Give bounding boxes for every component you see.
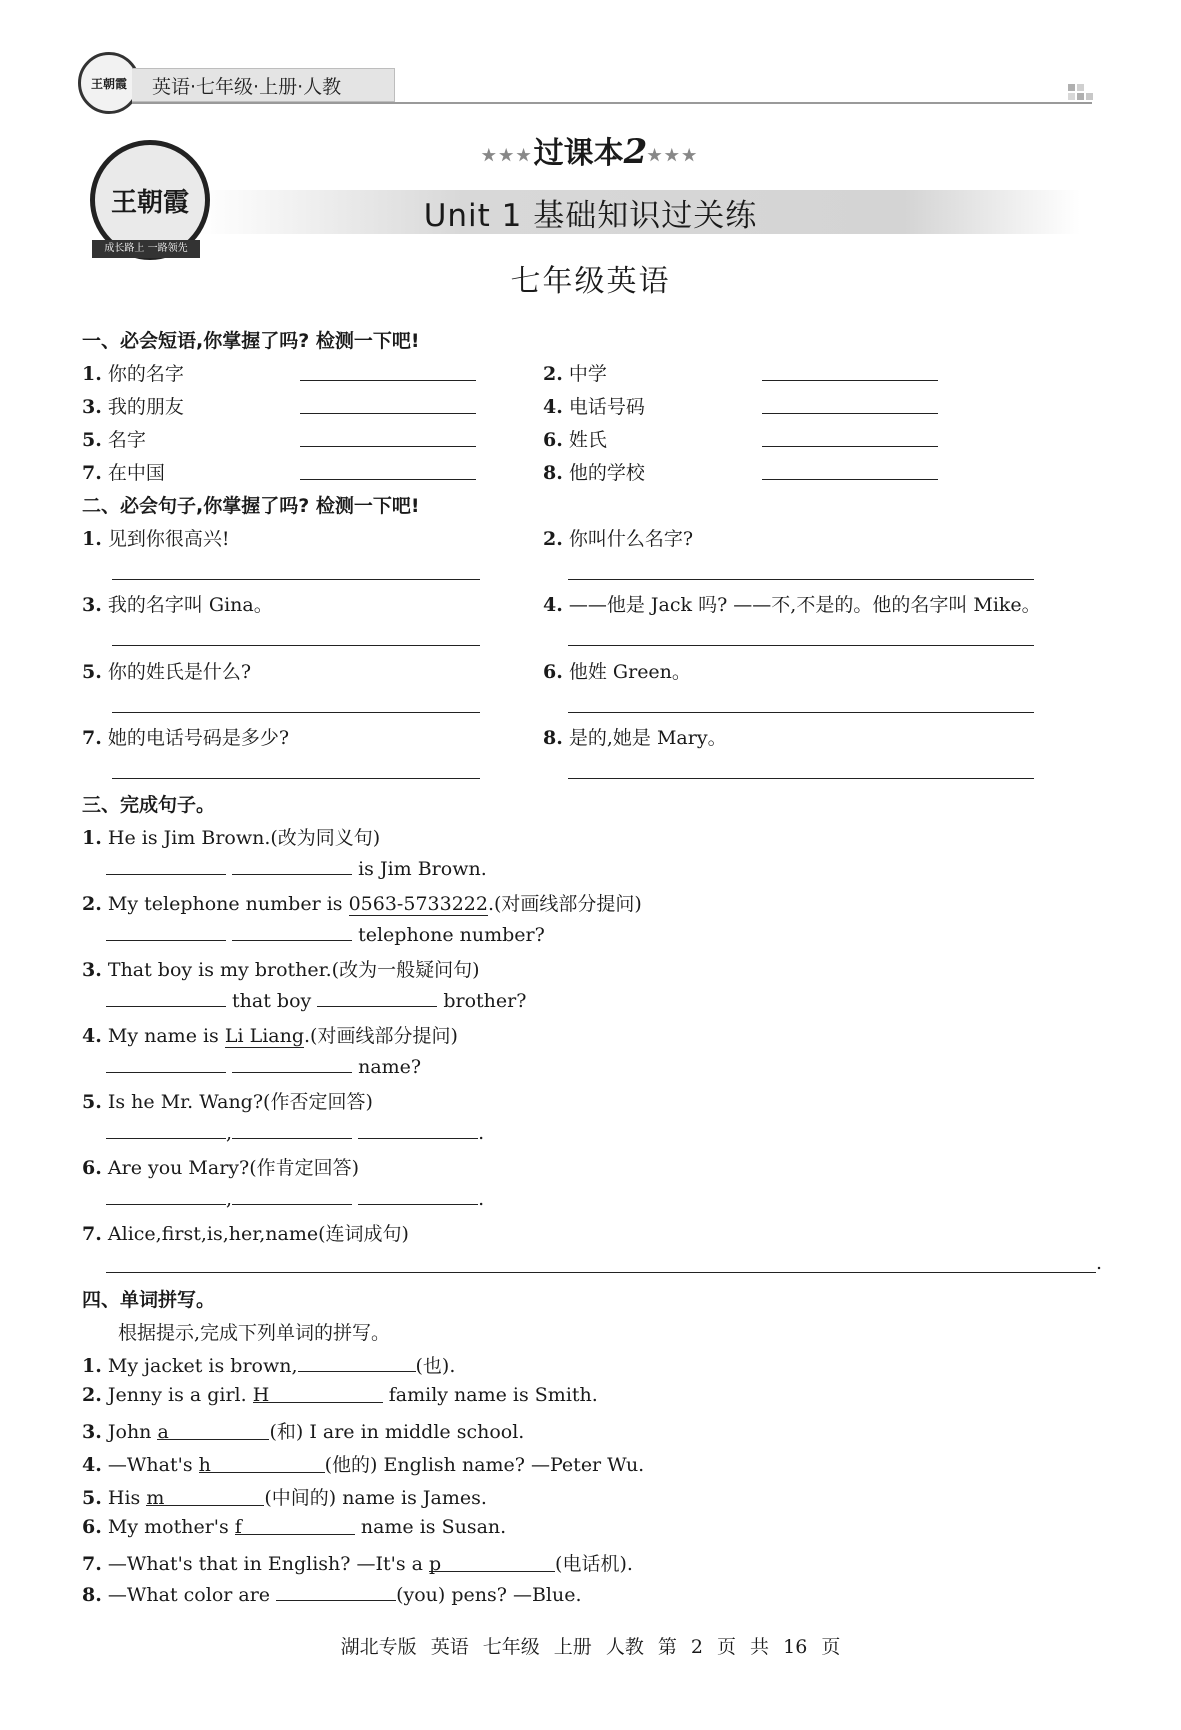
answer-blank[interactable] bbox=[232, 856, 352, 875]
brand-name-large: 王朝霞 bbox=[110, 187, 189, 218]
answer-blank[interactable] bbox=[358, 1120, 478, 1139]
complete-sentence-item: 3. That boy is my brother.(改为一般疑问句) bbox=[82, 959, 480, 981]
answer-row: is Jim Brown. bbox=[106, 856, 487, 880]
complete-sentence-item: 5. Is he Mr. Wang?(作否定回答) bbox=[82, 1091, 373, 1113]
answer-row: telephone number? bbox=[106, 922, 545, 946]
answer-blank[interactable]: H bbox=[253, 1384, 383, 1403]
answer-blank[interactable] bbox=[106, 1120, 226, 1139]
answer-blank[interactable] bbox=[300, 413, 476, 414]
phrase-item: 3. 我的朋友 bbox=[82, 396, 184, 418]
sentence-item: 8. 是的,她是 Mary。 bbox=[543, 727, 727, 749]
spelling-item: 5. His m (中间的) name is James. bbox=[82, 1487, 487, 1509]
answer-blank[interactable] bbox=[106, 1186, 226, 1205]
answer-row: , . bbox=[106, 1186, 484, 1210]
sentence-item: 2. 你叫什么名字? bbox=[543, 528, 694, 550]
page-footer: 湖北专版 英语 七年级 上册 人教 第 2 页 共 16 页 bbox=[340, 1636, 841, 1658]
section-4-intro: 根据提示,完成下列单词的拼写。 bbox=[118, 1322, 391, 1344]
answer-blank[interactable] bbox=[232, 1054, 352, 1073]
answer-row: name? bbox=[106, 1054, 421, 1078]
section-4-heading: 四、单词拼写。 bbox=[82, 1289, 216, 1311]
phrase-item: 2. 中学 bbox=[543, 363, 607, 385]
answer-blank[interactable]: h bbox=[199, 1454, 325, 1473]
answer-blank[interactable]: m bbox=[146, 1487, 264, 1506]
spelling-item: 8. —What color are (you) pens? —Blue. bbox=[82, 1584, 582, 1606]
header-rule bbox=[132, 102, 1092, 104]
answer-row: that boy brother? bbox=[106, 988, 526, 1012]
complete-sentence-item: 2. My telephone number is 0563-5733222.(对画线部分提问) bbox=[82, 893, 642, 915]
complete-sentence-item: 1. He is Jim Brown.(改为同义句) bbox=[82, 827, 381, 849]
page-subtitle: 七年级英语 bbox=[510, 264, 671, 299]
spelling-item: 3. John a (和) I are in middle school. bbox=[82, 1421, 525, 1443]
answer-blank[interactable] bbox=[762, 446, 938, 447]
answer-line[interactable] bbox=[106, 1272, 1096, 1273]
answer-line[interactable] bbox=[112, 645, 480, 646]
answer-blank[interactable] bbox=[317, 988, 437, 1007]
answer-blank[interactable] bbox=[232, 1120, 352, 1139]
answer-blank[interactable] bbox=[358, 1186, 478, 1205]
answer-blank[interactable] bbox=[106, 922, 226, 941]
answer-blank[interactable] bbox=[300, 479, 476, 480]
answer-blank[interactable]: a bbox=[157, 1421, 269, 1440]
spelling-item: 2. Jenny is a girl. H family name is Smith. bbox=[82, 1384, 598, 1406]
spelling-item: 7. —What's that in English? —It's a p (电话机). bbox=[82, 1553, 633, 1575]
section-3-heading: 三、完成句子。 bbox=[82, 794, 216, 816]
section-1-heading: 一、必会短语,你掌握了吗? 检测一下吧! bbox=[82, 330, 420, 352]
sentence-item: 6. 他姓 Green。 bbox=[543, 661, 691, 683]
section-2-heading: 二、必会句子,你掌握了吗? 检测一下吧! bbox=[82, 495, 420, 517]
sentence-item: 3. 我的名字叫 Gina。 bbox=[82, 594, 273, 616]
brand-slogan: 成长路上 一路领先 bbox=[92, 240, 200, 258]
answer-blank[interactable] bbox=[762, 479, 938, 480]
lesson-kicker: ★★★过课本2★★★ bbox=[481, 132, 700, 172]
answer-blank[interactable]: f bbox=[235, 1516, 355, 1535]
stars-right-icon: ★★★ bbox=[647, 145, 700, 165]
underlined-text: 0563-5733222 bbox=[348, 893, 488, 915]
phrase-item: 8. 他的学校 bbox=[543, 462, 645, 484]
answer-blank[interactable] bbox=[276, 1582, 396, 1601]
answer-blank[interactable] bbox=[106, 856, 226, 875]
answer-blank[interactable]: p bbox=[429, 1553, 555, 1572]
phrase-item: 1. 你的名字 bbox=[82, 363, 184, 385]
spelling-item: 6. My mother's f name is Susan. bbox=[82, 1516, 507, 1538]
phrase-item: 6. 姓氏 bbox=[543, 429, 607, 451]
spelling-item: 4. —What's h (他的) English name? —Peter Wu. bbox=[82, 1454, 645, 1476]
answer-blank[interactable] bbox=[762, 413, 938, 414]
phrase-item: 4. 电话号码 bbox=[543, 396, 645, 418]
answer-line[interactable] bbox=[568, 579, 1034, 580]
brand-seal-small bbox=[78, 52, 140, 114]
brand-name: 王朝霞 bbox=[90, 76, 127, 91]
answer-line[interactable] bbox=[568, 645, 1034, 646]
phrase-item: 5. 名字 bbox=[82, 429, 146, 451]
sentence-item: 1. 见到你很高兴! bbox=[82, 528, 230, 550]
answer-blank[interactable] bbox=[300, 446, 476, 447]
answer-line[interactable] bbox=[112, 579, 480, 580]
answer-blank[interactable] bbox=[232, 922, 352, 941]
answer-row: , . bbox=[106, 1120, 484, 1144]
phrase-item: 7. 在中国 bbox=[82, 462, 165, 484]
answer-blank[interactable] bbox=[300, 380, 476, 381]
stars-left-icon: ★★★ bbox=[481, 145, 534, 165]
answer-blank[interactable] bbox=[762, 380, 938, 381]
answer-blank[interactable] bbox=[298, 1353, 416, 1372]
sentence-item: 7. 她的电话号码是多少? bbox=[82, 727, 290, 749]
sentence-item: 5. 你的姓氏是什么? bbox=[82, 661, 252, 683]
header-book-info: 英语·七年级·上册·人教 bbox=[152, 76, 342, 98]
answer-blank[interactable] bbox=[106, 1054, 226, 1073]
underlined-text: Li Liang bbox=[224, 1025, 305, 1047]
sentence-item: 4. ——他是 Jack 吗? ——不,不是的。他的名字叫 Mike。 bbox=[543, 594, 1041, 616]
answer-line[interactable] bbox=[568, 778, 1034, 779]
answer-blank[interactable] bbox=[106, 988, 226, 1007]
answer-blank[interactable] bbox=[232, 1186, 352, 1205]
spelling-item: 1. My jacket is brown, (也). bbox=[82, 1355, 456, 1377]
answer-line[interactable] bbox=[112, 712, 480, 713]
answer-line[interactable] bbox=[112, 778, 480, 779]
complete-sentence-item: 6. Are you Mary?(作肯定回答) bbox=[82, 1157, 360, 1179]
answer-line[interactable] bbox=[568, 712, 1034, 713]
complete-sentence-item: 4. My name is Li Liang.(对画线部分提问) bbox=[82, 1025, 458, 1047]
sentence-period: . bbox=[1096, 1252, 1103, 1274]
complete-sentence-item: 7. Alice,first,is,her,name(连词成句) bbox=[82, 1223, 409, 1245]
unit-title: Unit 1 基础知识过关练 bbox=[423, 198, 758, 234]
